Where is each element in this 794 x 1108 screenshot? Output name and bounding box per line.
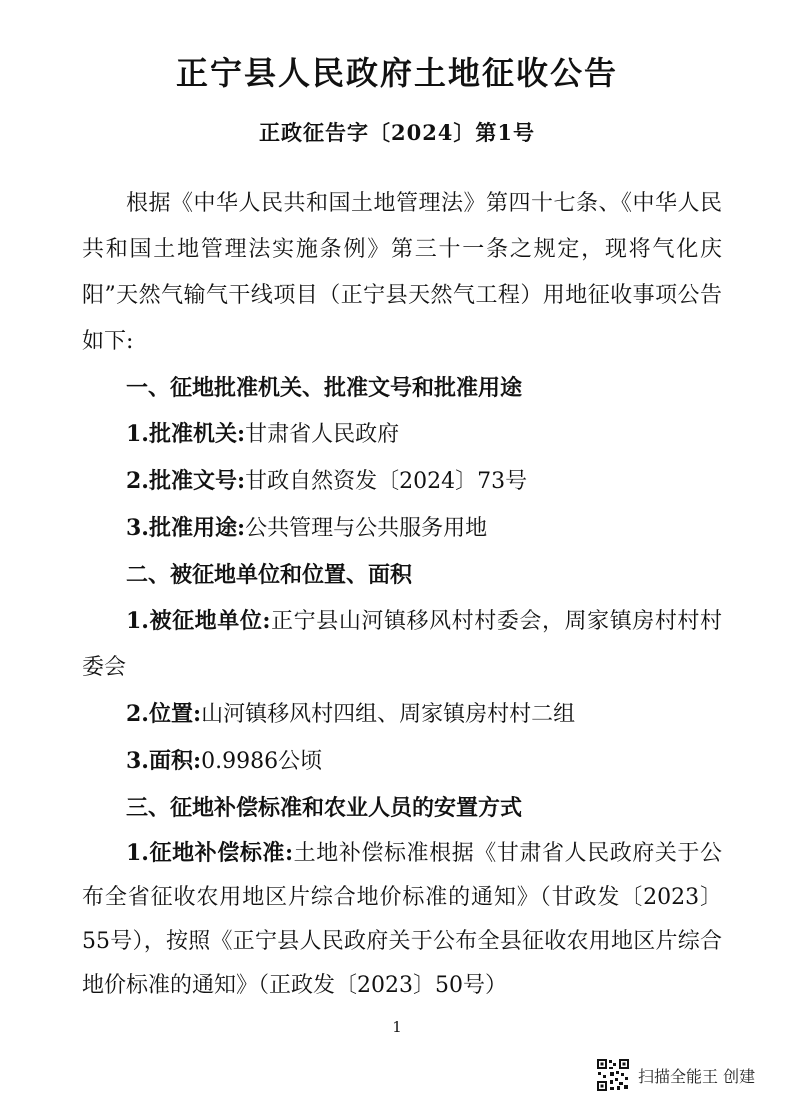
page-number: 1 <box>392 1018 402 1036</box>
item-value: 甘肃省人民政府 <box>245 422 400 447</box>
document-number: 正政征告字〔2024〕第1号 <box>258 120 536 145</box>
item-label: 1.批准机关: <box>126 421 246 447</box>
list-item <box>82 458 722 505</box>
notice-body <box>82 181 722 1008</box>
item-value: 甘政自然资发〔2024〕73号 <box>245 469 528 494</box>
list-item <box>82 691 722 738</box>
item-value: 山河镇移风村四组、周家镇房村村二组 <box>201 702 576 727</box>
watermark-text: 扫描全能王 创建 <box>638 1066 756 1086</box>
item-value: 0.9986公顷 <box>201 749 323 774</box>
item-label: 3.面积: <box>126 748 202 774</box>
item-value: 土地补偿标准根据《甘肃省人民政府关于公布全省征收农用地区片综合地价标准的通知》（甘政发〔2023〕55号），按照《正宁县人民政府关于公布全县征收农用地区片综合地价标准的通知》（正政发〔2023〕50号） <box>82 841 722 998</box>
list-item <box>82 831 722 1008</box>
item-value: 正宁县山河镇移风村村委会，周家镇房村村村委会 <box>82 609 722 680</box>
item-label: 1.征地补偿标准: <box>126 840 294 866</box>
section-heading-approval: 一、征地批准机关、批准文号和批准用途 <box>126 375 523 401</box>
qr-code-icon <box>596 1058 630 1092</box>
list-item <box>82 598 722 691</box>
item-label: 2.批准文号: <box>126 468 246 494</box>
list-item <box>82 411 722 458</box>
notice-title: 正宁县人民政府土地征收公告 <box>175 54 618 92</box>
item-label: 1.被征地单位: <box>126 608 271 634</box>
list-item <box>82 505 722 552</box>
item-label: 2.位置: <box>126 701 202 727</box>
list-item <box>82 738 722 785</box>
section-heading-land-units: 二、被征地单位和位置、面积 <box>126 562 413 588</box>
section-heading-compensation: 三、征地补偿标准和农业人员的安置方式 <box>126 795 523 821</box>
scanner-watermark <box>596 1058 755 1092</box>
intro-paragraph: 根据《中华人民共和国土地管理法》第四十七条、《中华人民共和国土地管理法实施条例》第三十一条之规定，现将气化庆阳”天然气输气干线项目（正宁县天然气工程）用地征收事项公告如下: <box>82 191 722 354</box>
item-value: 公共管理与公共服务用地 <box>245 516 488 541</box>
item-label: 3.批准用途: <box>126 515 246 541</box>
